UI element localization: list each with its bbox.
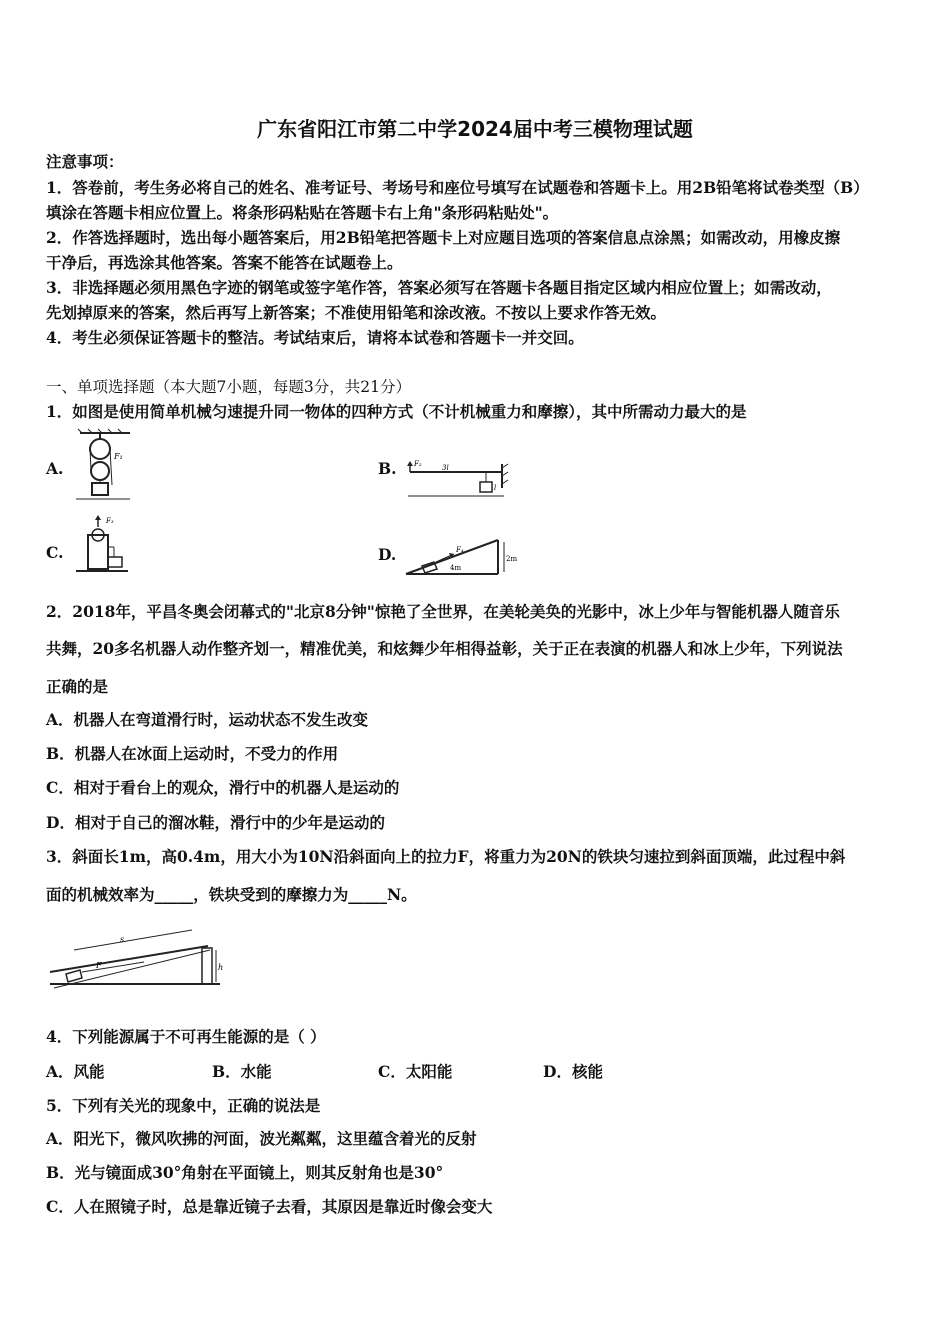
q5-stem: 5．下列有关光的现象中，正确的说法是 [46, 1096, 321, 1115]
q4-option-a: A．风能 [46, 1062, 105, 1081]
force-label: F [96, 961, 102, 970]
q4-option-d: D．核能 [543, 1062, 603, 1081]
incline-figure-q3 [44, 924, 234, 1000]
length-label: 4m [450, 564, 462, 572]
q1-option-c: C. [46, 543, 64, 562]
height-label: h [218, 963, 224, 972]
page-title: 广东省阳江市第二中学2024届中考三模物理试题 [257, 117, 693, 141]
q1-option-b: B. [378, 459, 397, 478]
notice-line: 4．考生必须保证答题卡的整洁。考试结束后，请将本试卷和答题卡一并交回。 [46, 328, 584, 347]
q1-option-a: A. [46, 459, 64, 478]
q2-line: 2．2018年，平昌冬奥会闭幕式的"北京8分钟"惊艳了全世界，在美轮美奂的光影中，冰上少年与智能机器人随音乐 [46, 602, 840, 621]
notice-line: 2．作答选择题时，选出每小题答案后，用2B铅笔把答题卡上对应题目选项的答案信息点涂黑；如需改动，用橡皮擦 [46, 228, 841, 247]
q4-option-c: C．太阳能 [378, 1062, 453, 1081]
q3-line: 面的机械效率为_____，铁块受到的摩擦力为_____N。 [46, 885, 417, 904]
force-label: F₁ [114, 452, 123, 461]
q5-option-c: C．人在照镜子时，总是靠近镜子去看，其原因是靠近时像会变大 [46, 1197, 493, 1216]
notice-line: 先划掉原来的答案，然后再写上新答案；不准使用铅笔和涂改液。不按以上要求作答无效。 [46, 303, 667, 322]
force-label: F₄ [456, 546, 464, 554]
length-label: 3l [442, 464, 449, 472]
lever-figure-b [404, 458, 514, 500]
q2-option-b: B．机器人在冰面上运动时，不受力的作用 [46, 744, 339, 763]
notice-line: 填涂在答题卡相应位置上。将条形码粘贴在答题卡右上角"条形码粘贴处"。 [46, 203, 559, 222]
q2-option-a: A．机器人在弯道滑行时，运动状态不发生改变 [46, 710, 369, 729]
q3-line: 3．斜面长1m，高0.4m，用大小为10N沿斜面向上的拉力F，将重力为20N的铁块匀速拉到斜面顶端，此过程中斜 [46, 847, 846, 866]
height-label: 2m [506, 555, 518, 563]
wheel-figure-c [72, 513, 132, 577]
length-label: l [494, 484, 497, 492]
q5-option-a: A．阳光下，微风吹拂的河面，波光粼粼，这里蕴含着光的反射 [46, 1129, 477, 1148]
length-label: s [120, 935, 125, 944]
notice-line: 3．非选择题必须用黑色字迹的钢笔或签字笔作答，答案必须写在答题卡各题目指定区域内相应位置上；如需改动， [46, 278, 832, 297]
q2-option-d: D．相对于自己的溜冰鞋，滑行中的少年是运动的 [46, 813, 385, 832]
q1-stem: 1．如图是使用简单机械匀速提升同一物体的四种方式（不计机械重力和摩擦），其中所需动力最大的是 [46, 402, 747, 421]
q2-line: 正确的是 [46, 677, 109, 696]
pulley-figure-a [70, 427, 140, 501]
q4-stem: 4．下列能源属于不可再生能源的是（ ） [46, 1027, 326, 1046]
q4-option-b: B．水能 [212, 1062, 272, 1081]
q1-option-d: D. [378, 545, 397, 564]
q5-option-b: B．光与镜面成30°角射在平面镜上，则其反射角也是30° [46, 1163, 444, 1182]
q2-option-c: C．相对于看台上的观众，滑行中的机器人是运动的 [46, 778, 400, 797]
notice-heading: 注意事项： [46, 152, 124, 171]
force-label: F₂ [414, 460, 422, 468]
force-label: F₃ [106, 517, 114, 525]
section-heading: 一、单项选择题（本大题7小题，每题3分，共21分） [46, 378, 411, 396]
incline-figure-d [402, 534, 522, 578]
q2-line: 共舞，20多名机器人动作整齐划一，精准优美，和炫舞少年相得益彰，关于正在表演的机器人和冰上少年，下列说法 [46, 639, 843, 658]
notice-line: 1．答卷前，考生务必将自己的姓名、准考证号、考场号和座位号填写在试题卷和答题卡上。用2B铅笔将试卷类型（B） [46, 178, 869, 197]
notice-line: 干净后，再选涂其他答案。答案不能答在试题卷上。 [46, 253, 403, 272]
